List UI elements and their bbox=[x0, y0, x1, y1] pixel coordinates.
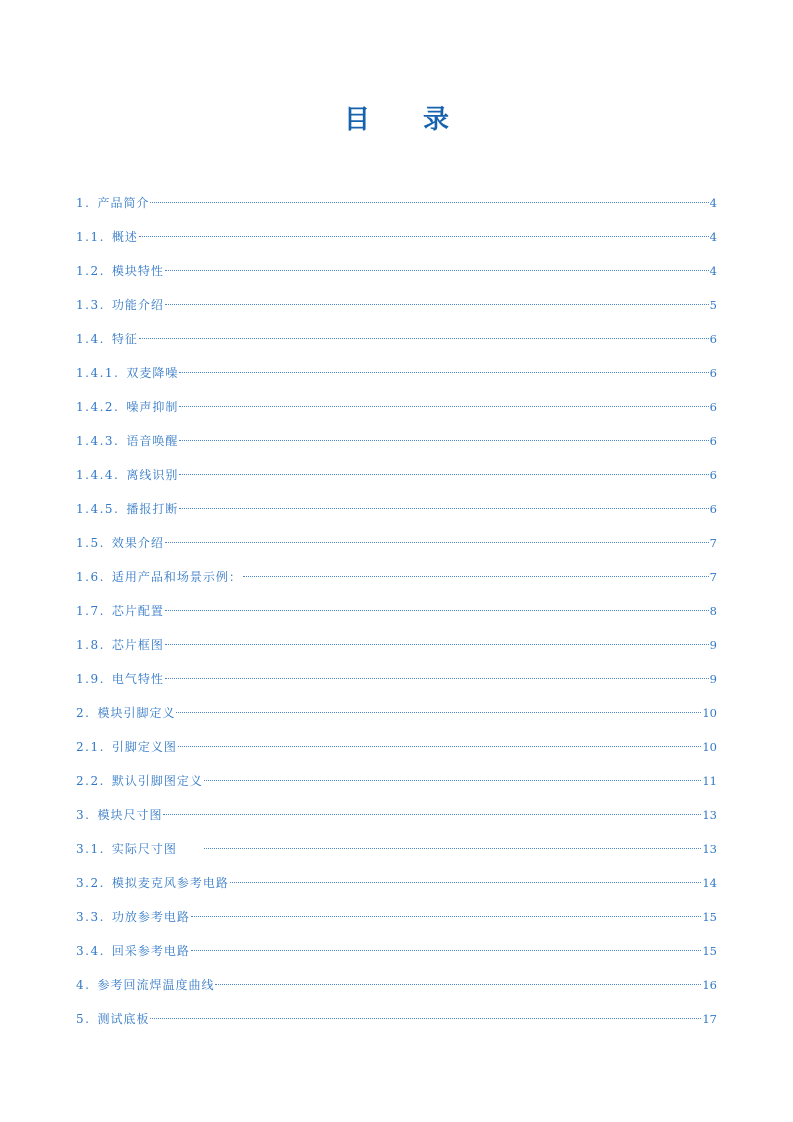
toc-number: 1.6. bbox=[76, 570, 105, 584]
toc-page-number: 6 bbox=[709, 434, 717, 448]
toc-entry[interactable] bbox=[76, 431, 717, 465]
toc-page-number: 13 bbox=[702, 842, 717, 856]
toc-entry[interactable] bbox=[76, 839, 717, 873]
toc-entry[interactable] bbox=[76, 975, 717, 1009]
toc-entry[interactable] bbox=[76, 499, 717, 533]
dot-leader bbox=[179, 474, 708, 475]
toc-page-number: 6 bbox=[709, 400, 717, 414]
dot-leader bbox=[191, 916, 701, 917]
toc-entry[interactable] bbox=[76, 1009, 717, 1043]
dot-leader bbox=[139, 338, 709, 339]
dot-leader bbox=[150, 1018, 701, 1019]
toc-number: 3.4. bbox=[76, 944, 105, 958]
dot-leader bbox=[230, 882, 701, 883]
dot-leader bbox=[179, 440, 708, 441]
dot-leader bbox=[204, 780, 701, 781]
dot-leader bbox=[179, 508, 708, 509]
toc-entry[interactable] bbox=[76, 193, 717, 227]
toc-number: 1.4.2. bbox=[76, 400, 120, 414]
toc-page-number: 6 bbox=[709, 468, 717, 482]
toc-entry[interactable] bbox=[76, 941, 717, 975]
toc-label: 参考回流焊温度曲线 bbox=[97, 978, 215, 992]
toc-entry[interactable] bbox=[76, 567, 717, 601]
toc-label: 实际尺寸图 bbox=[111, 842, 177, 856]
toc-page-number: 17 bbox=[702, 1012, 717, 1026]
toc-label: 特征 bbox=[111, 332, 138, 346]
dot-leader bbox=[178, 746, 701, 747]
toc-page-number: 4 bbox=[709, 196, 717, 210]
toc-page-number: 9 bbox=[709, 638, 717, 652]
toc-page-number: 6 bbox=[709, 366, 717, 380]
toc-entry[interactable] bbox=[76, 261, 717, 295]
toc-number: 1.8. bbox=[76, 638, 105, 652]
toc-number: 1.2. bbox=[76, 264, 105, 278]
toc-label: 默认引脚图定义 bbox=[111, 774, 203, 788]
dot-leader bbox=[204, 848, 701, 849]
toc-entry[interactable] bbox=[76, 465, 717, 499]
dot-leader bbox=[165, 270, 709, 271]
toc-label: 芯片配置 bbox=[111, 604, 164, 618]
dot-leader bbox=[165, 678, 709, 679]
toc-number: 1.1. bbox=[76, 230, 105, 244]
toc-page-number: 6 bbox=[709, 502, 717, 516]
dot-leader bbox=[165, 304, 709, 305]
toc-entry[interactable] bbox=[76, 601, 717, 635]
toc-number: 4. bbox=[76, 978, 91, 992]
toc-label: 噪声抑制 bbox=[126, 400, 179, 414]
toc-entry[interactable] bbox=[76, 669, 717, 703]
toc-number: 1.7. bbox=[76, 604, 105, 618]
toc-label: 模块引脚定义 bbox=[97, 706, 176, 720]
toc-number: 5. bbox=[76, 1012, 91, 1026]
toc-entry[interactable] bbox=[76, 295, 717, 329]
dot-leader bbox=[179, 372, 708, 373]
toc-label: 产品简介 bbox=[97, 196, 150, 210]
toc-entry[interactable] bbox=[76, 703, 717, 737]
toc-number: 1.4.1. bbox=[76, 366, 120, 380]
toc-page-number: 14 bbox=[702, 876, 717, 890]
toc-label: 引脚定义图 bbox=[111, 740, 177, 754]
toc-number: 2. bbox=[76, 706, 91, 720]
toc-page-number: 7 bbox=[709, 536, 717, 550]
toc-entry[interactable] bbox=[76, 635, 717, 669]
toc-entry[interactable] bbox=[76, 533, 717, 567]
toc-page-number: 10 bbox=[702, 706, 717, 720]
toc-label: 概述 bbox=[111, 230, 138, 244]
toc-page-number: 10 bbox=[702, 740, 717, 754]
toc-label: 电气特性 bbox=[111, 672, 164, 686]
toc-page-number: 4 bbox=[709, 264, 717, 278]
dot-leader bbox=[163, 814, 701, 815]
dot-leader bbox=[191, 950, 701, 951]
toc-page-number: 4 bbox=[709, 230, 717, 244]
toc-page-number: 8 bbox=[709, 604, 717, 618]
toc-number: 1. bbox=[76, 196, 91, 210]
toc-page-number: 15 bbox=[702, 910, 717, 924]
toc-label: 语音唤醒 bbox=[126, 434, 179, 448]
toc-label: 双麦降噪 bbox=[126, 366, 179, 380]
toc-entry[interactable] bbox=[76, 329, 717, 363]
toc-number: 3.1. bbox=[76, 842, 105, 856]
dot-leader bbox=[165, 610, 709, 611]
toc-entry[interactable] bbox=[76, 737, 717, 771]
dot-leader bbox=[179, 406, 708, 407]
toc-entry[interactable] bbox=[76, 363, 717, 397]
toc-number: 1.4.3. bbox=[76, 434, 120, 448]
dot-leader bbox=[165, 542, 709, 543]
toc-number: 2.1. bbox=[76, 740, 105, 754]
toc-page-number: 7 bbox=[709, 570, 717, 584]
toc-label: 芯片框图 bbox=[111, 638, 164, 652]
table-of-contents bbox=[76, 193, 717, 1043]
toc-number: 1.4.4. bbox=[76, 468, 120, 482]
toc-entry[interactable] bbox=[76, 227, 717, 261]
toc-page-number: 9 bbox=[709, 672, 717, 686]
toc-label: 模拟麦克风参考电路 bbox=[111, 876, 229, 890]
toc-label: 测试底板 bbox=[97, 1012, 150, 1026]
toc-label: 功放参考电路 bbox=[111, 910, 190, 924]
toc-label: 模块特性 bbox=[111, 264, 164, 278]
toc-entry[interactable] bbox=[76, 805, 717, 839]
toc-number: 2.2. bbox=[76, 774, 105, 788]
toc-page-number: 11 bbox=[702, 774, 717, 788]
toc-page-number: 6 bbox=[709, 332, 717, 346]
toc-number: 1.3. bbox=[76, 298, 105, 312]
toc-number: 1.5. bbox=[76, 536, 105, 550]
page-title: 目 录 bbox=[343, 105, 472, 135]
toc-number: 3. bbox=[76, 808, 91, 822]
toc-page-number: 13 bbox=[702, 808, 717, 822]
dot-leader bbox=[215, 984, 701, 985]
toc-number: 3.3. bbox=[76, 910, 105, 924]
toc-label: 离线识别 bbox=[126, 468, 179, 482]
toc-page-number: 15 bbox=[702, 944, 717, 958]
toc-entry[interactable] bbox=[76, 907, 717, 941]
dot-leader bbox=[165, 644, 709, 645]
toc-label: 播报打断 bbox=[126, 502, 179, 516]
toc-label: 回采参考电路 bbox=[111, 944, 190, 958]
toc-entry[interactable] bbox=[76, 397, 717, 431]
toc-label: 效果介绍 bbox=[111, 536, 164, 550]
dot-leader bbox=[243, 576, 709, 577]
toc-page-number: 16 bbox=[702, 978, 717, 992]
dot-leader bbox=[176, 712, 701, 713]
toc-number: 1.4. bbox=[76, 332, 105, 346]
toc-label: 功能介绍 bbox=[111, 298, 164, 312]
toc-number: 1.9. bbox=[76, 672, 105, 686]
dot-leader bbox=[139, 236, 709, 237]
toc-label: 适用产品和场景示例： bbox=[111, 570, 242, 584]
toc-page-number: 5 bbox=[709, 298, 717, 312]
dot-leader bbox=[150, 202, 708, 203]
toc-number: 3.2. bbox=[76, 876, 105, 890]
toc-entry[interactable] bbox=[76, 771, 717, 805]
toc-label: 模块尺寸图 bbox=[97, 808, 163, 822]
toc-number: 1.4.5. bbox=[76, 502, 120, 516]
toc-entry[interactable] bbox=[76, 873, 717, 907]
